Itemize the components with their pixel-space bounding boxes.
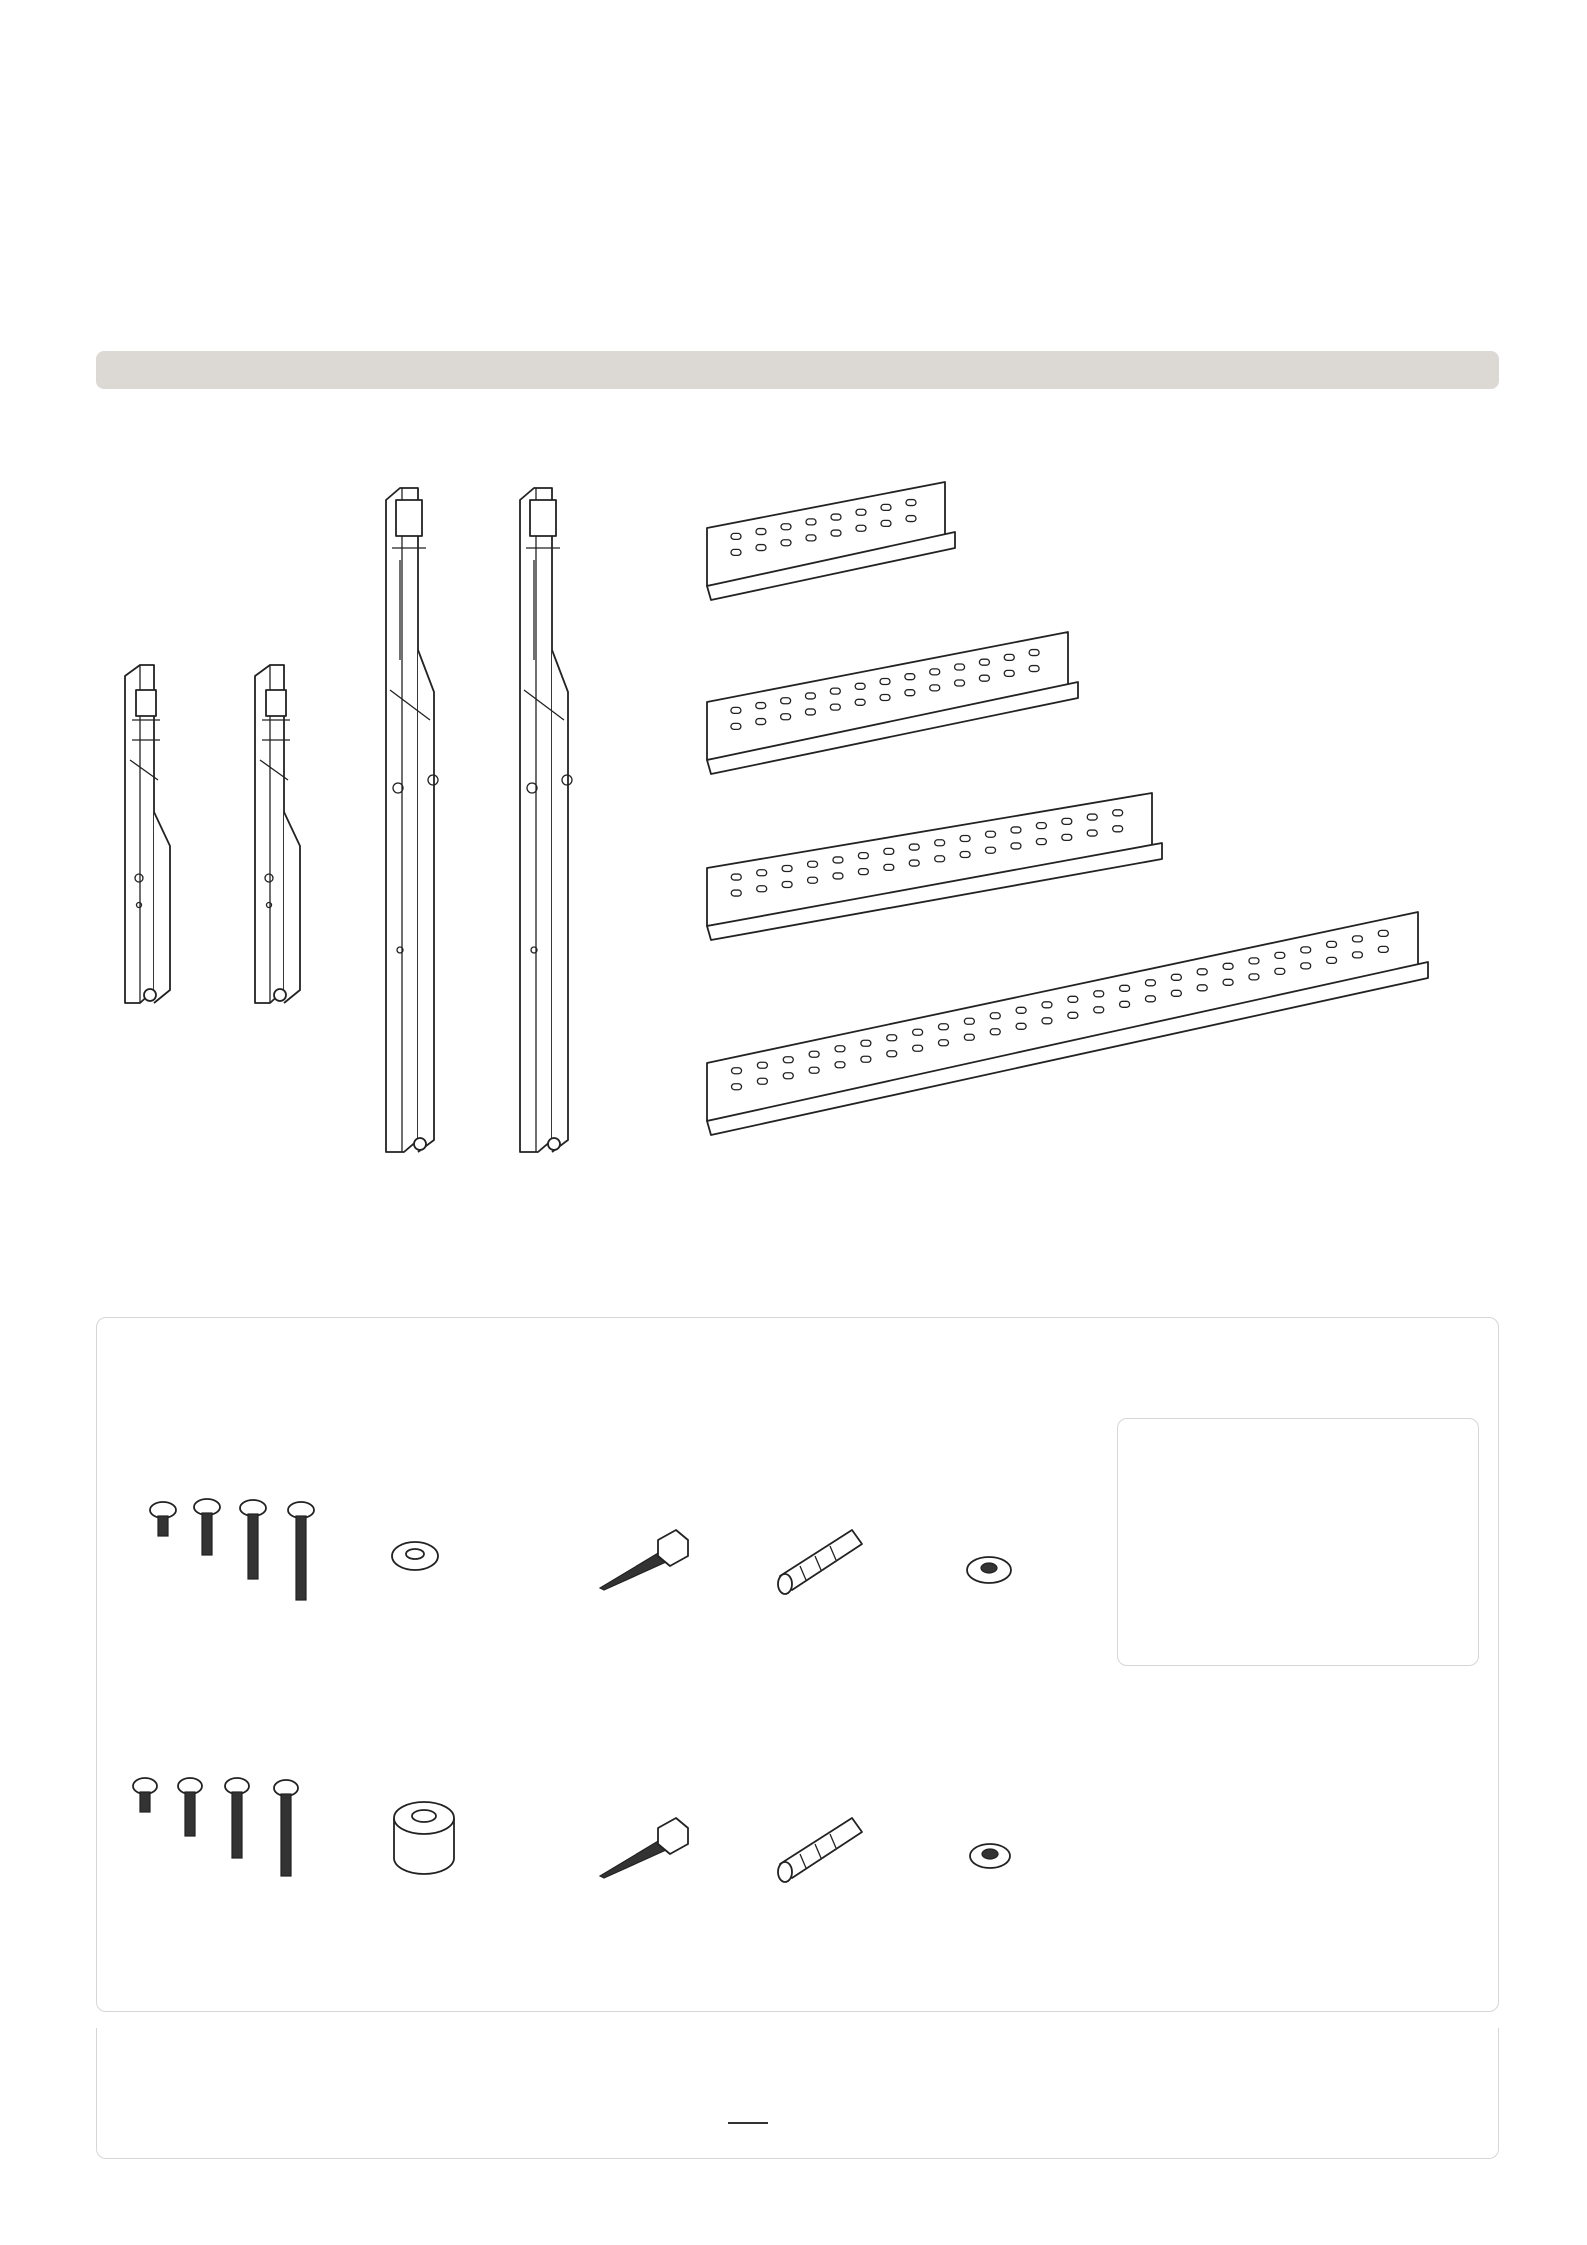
long-bracket-right <box>520 488 572 1152</box>
hardware-row-2 <box>133 1778 1010 1882</box>
rail-4 <box>707 912 1428 1135</box>
wall-anchor-icon <box>778 1818 862 1882</box>
small-washer-icon <box>967 1557 1011 1583</box>
short-bracket-right <box>255 665 300 1003</box>
lag-bolt-icon <box>600 1530 688 1590</box>
bolt-set-icon <box>150 1499 314 1600</box>
short-bracket-left <box>125 665 170 1003</box>
lag-bolt-icon <box>600 1818 688 1878</box>
hardware-row-1 <box>150 1499 1011 1600</box>
rail-1 <box>707 482 955 600</box>
bolt-set-icon <box>133 1778 298 1876</box>
wall-anchor-icon <box>778 1530 862 1594</box>
rails-group <box>707 482 1428 1135</box>
rail-3 <box>707 793 1162 940</box>
rail-2 <box>707 632 1078 774</box>
washer-icon <box>392 1542 438 1570</box>
small-washer-icon <box>970 1844 1010 1868</box>
long-bracket-left <box>386 488 438 1152</box>
spacer-icon <box>394 1802 454 1874</box>
